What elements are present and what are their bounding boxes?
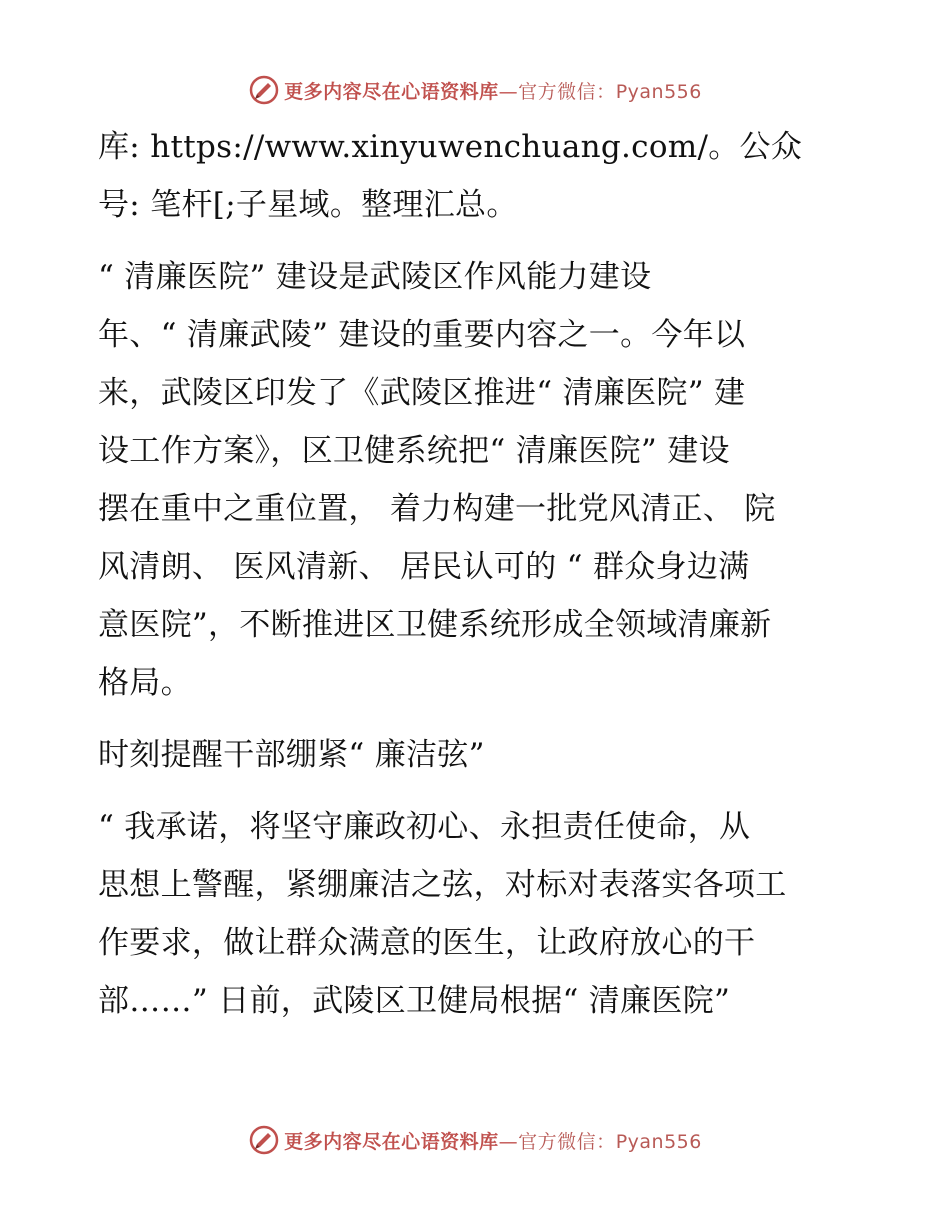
text-line: 部……” 日前，武陵区卫健局根据“ 清廉医院”	[98, 983, 731, 1019]
footer-text	[284, 1127, 702, 1154]
text-line: “ 清廉医院” 建设是武陵区作风能力建设	[98, 259, 652, 295]
footer-wechat-label: 官方微信：	[518, 1130, 616, 1153]
text-line: 格局。	[98, 665, 192, 701]
text-line: 思想上警醒，紧绷廉洁之弦，对标对表落实各项工	[98, 867, 787, 903]
paragraph-gap	[98, 234, 858, 248]
text-line: 风清朗、 医风清新、 居民认可的 “ 群众身边满	[98, 549, 750, 585]
footer-banner	[0, 1120, 950, 1160]
header-brand: 更多内容尽在心语资料库	[284, 80, 499, 103]
footer-dash: —	[498, 1130, 519, 1153]
footer-wechat-id: Pyan556	[615, 1130, 702, 1153]
text-line: 号: 笔杆[;子星域。整理汇总。	[98, 187, 518, 223]
paragraph-gap	[98, 712, 858, 726]
text-line: 年、“ 清廉武陵” 建设的重要内容之一。今年以	[98, 317, 746, 353]
paragraph-2	[98, 248, 858, 712]
text-line: 来，武陵区印发了《武陵区推进“ 清廉医院” 建	[98, 375, 746, 411]
text-line: 意医院”，不断推进区卫健系统形成全领域清廉新	[98, 607, 772, 643]
header-dash: —	[498, 80, 519, 103]
brand-logo-icon	[248, 74, 280, 106]
header-banner-inner	[248, 74, 702, 106]
text-line: “ 我承诺，将坚守廉政初心、永担责任使命，从	[98, 809, 751, 845]
text-line: 库: https://www.xinyuwenchuang.com/。公众	[98, 129, 803, 165]
header-banner	[0, 70, 950, 110]
section-heading: 时刻提醒干部绷紧“ 廉洁弦”	[98, 737, 485, 773]
footer-brand: 更多内容尽在心语资料库	[284, 1130, 499, 1153]
paragraph-1	[98, 118, 858, 234]
text-line: 设工作方案》，区卫健系统把“ 清廉医院” 建设	[98, 433, 730, 469]
document-body	[98, 118, 858, 1030]
header-wechat-id: Pyan556	[615, 80, 702, 103]
header-wechat-label: 官方微信：	[518, 80, 616, 103]
text-line: 摆在重中之重位置， 着力构建一批党风清正、 院	[98, 491, 776, 527]
brand-logo-icon	[248, 1124, 280, 1156]
paragraph-gap	[98, 784, 858, 798]
footer-banner-inner	[248, 1124, 702, 1156]
paragraph-3	[98, 798, 858, 1030]
text-line: 作要求，做让群众满意的医生，让政府放心的干	[98, 925, 756, 961]
header-text	[284, 77, 702, 104]
